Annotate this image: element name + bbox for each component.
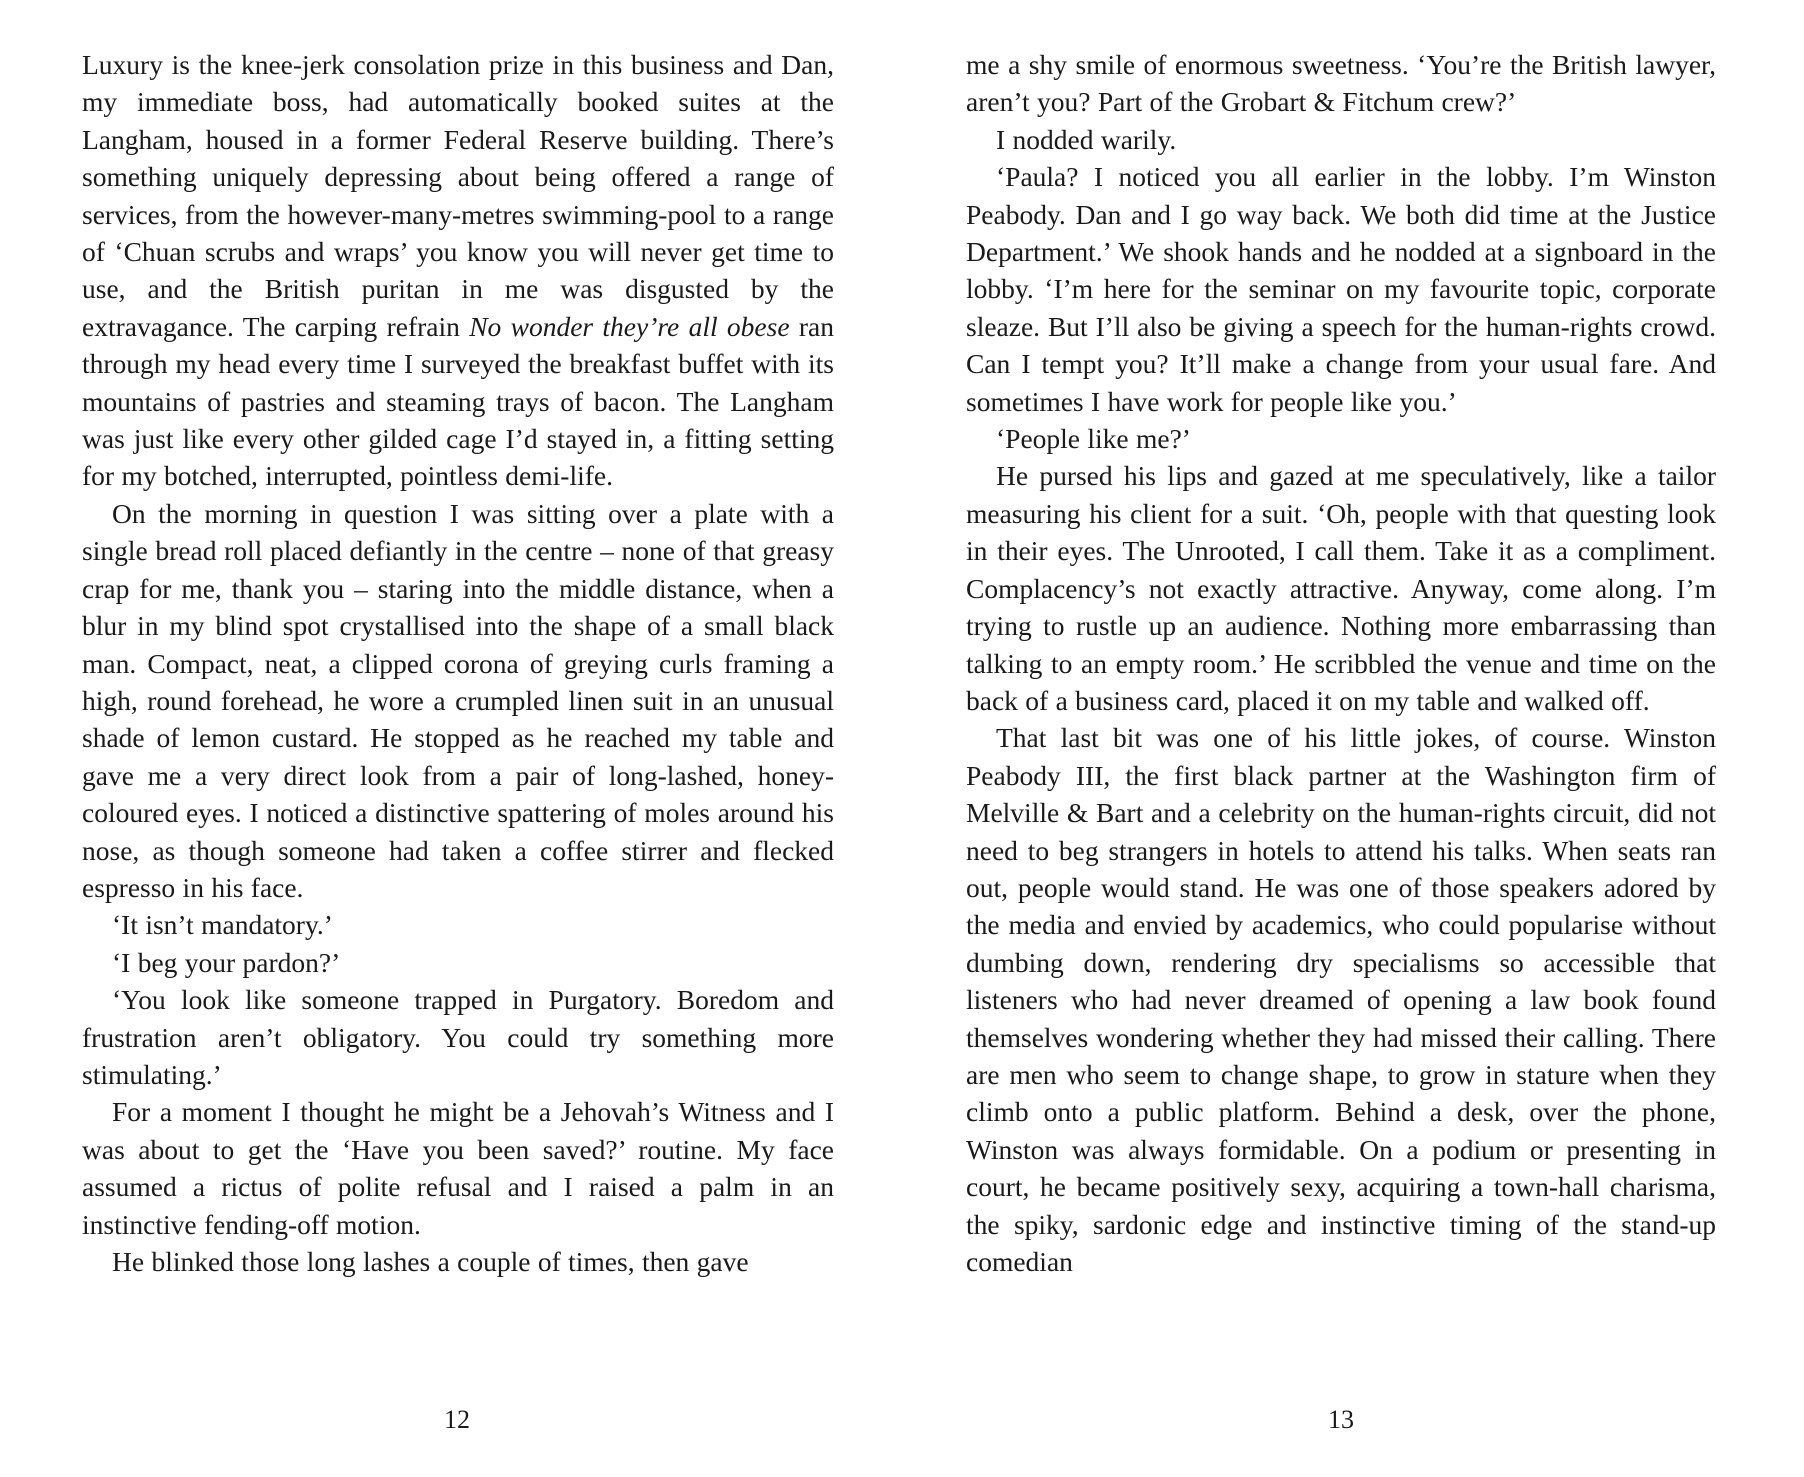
right-page-text	[966, 46, 1716, 1280]
paragraph: me a shy smile of enormous sweetness. ‘You’re the British lawyer, aren’t you? Part of the Grobart & Fitchum crew?’	[966, 49, 1716, 118]
paragraph: ‘People like me?’	[996, 423, 1191, 455]
italic-phrase: No wonder they’re all obese	[469, 310, 790, 342]
paragraph: For a moment I thought he might be a Jehovah’s Witness and I was about to get the ‘Have you been saved?’ routine. My face assumed a rictus of polite refusal and I raised a palm in an instinctive fending-off motion.	[82, 1096, 834, 1240]
paragraph: That last bit was one of his little jokes, of course. Winston Peabody III, the first black partner at the Washington firm of Melville & Bart and a celebrity on the human-rights circuit, did not need to beg strangers in hotels to attend his talks. When seats ran out, people would stand. He was one of those speakers adored by the media and envied by academics, who could popularise without dumbing down, rendering dry specialisms so accessible that listeners who had never dreamed of opening a law book found themselves wondering whether they had missed their calling. There are men who seem to change shape, to grow in stature when they climb onto a public platform. Behind a desk, over the phone, Winston was always formidable. On a podium or presenting in court, he became positively sexy, acquiring a town-hall charisma, the spiky, sardonic edge and instinctive timing of the stand-up comedian	[966, 722, 1716, 1277]
paragraph	[82, 46, 834, 495]
paragraph: ‘I beg your pardon?’	[112, 946, 341, 978]
paragraph: ‘Paula? I noticed you all earlier in the lobby. I’m Winston Peabody. Dan and I go way back. We both did time at the Justice Department.’ We shook hands and he nodded at a signboard in the lobby. ‘I’m here for the seminar on my favourite topic, corporate sleaze. But I’ll also be giving a speech for the human-rights crowd. Can I tempt you? It’ll make a change from your usual fare. And sometimes I have work for people like you.’	[966, 161, 1716, 417]
paragraph: He pursed his lips and gazed at me speculatively, like a tailor measuring his client for a suit. ‘Oh, people with that questing look in their eyes. The Unrooted, I call them. Take it as a compliment. Complacency’s not exactly attractive. Anyway, come along. I’m trying to rustle up an audience. Nothing more embarrassing than talking to an empty room.’ He scribbled the venue and time on the back of a business card, placed it on my table and walked off.	[966, 460, 1716, 716]
paragraph-text: Luxury is the knee-jerk consolation prize in this business and Dan, my immediate boss, had automatically booked suites at the Langham, housed in a former Federal Reserve building. There’s something uniquely depressing about being offered a range of services, from the however-many-metres swimming-pool to a range of ‘Chuan scrubs and wraps’ you know you will never get time to use, and the British puritan in me was disgusted by the extravagance. The carping refrain	[82, 49, 834, 342]
left-page-text	[82, 46, 834, 1280]
paragraph: ‘You look like someone trapped in Purgatory. Boredom and frustration aren’t obligatory. You could try something more stimulating.’	[82, 984, 834, 1090]
page-number: 13	[1328, 1405, 1354, 1434]
paragraph: ‘It isn’t mandatory.’	[112, 909, 333, 941]
left-page	[0, 0, 900, 1477]
paragraph: On the morning in question I was sitting over a plate with a single bread roll placed defiantly in the centre – none of that greasy crap for me, thank you – staring into the middle distance, when a blur in my blind spot crystallised into the shape of a small black man. Compact, neat, a clipped corona of greying curls framing a high, round forehead, he wore a crumpled linen suit in an unusual shade of lemon custard. He stopped as he reached my table and gave me a very direct look from a pair of long-lashed, honey-coloured eyes. I noticed a distinctive spattering of moles around his nose, as though someone had taken a coffee stirrer and flecked espresso in his face.	[82, 497, 834, 903]
page-number: 12	[444, 1405, 470, 1434]
paragraph-text: ran through my head every time I surveyed the breakfast buffet with its mountains of pastries and steaming trays of bacon. The Langham was just like every other gilded cage I’d stayed in, a fitting setting for my botched, interrupted, pointless demi-life.	[82, 310, 835, 492]
right-page	[900, 0, 1804, 1477]
paragraph: He blinked those long lashes a couple of times, then gave	[112, 1246, 749, 1277]
paragraph: I nodded warily.	[996, 123, 1177, 155]
